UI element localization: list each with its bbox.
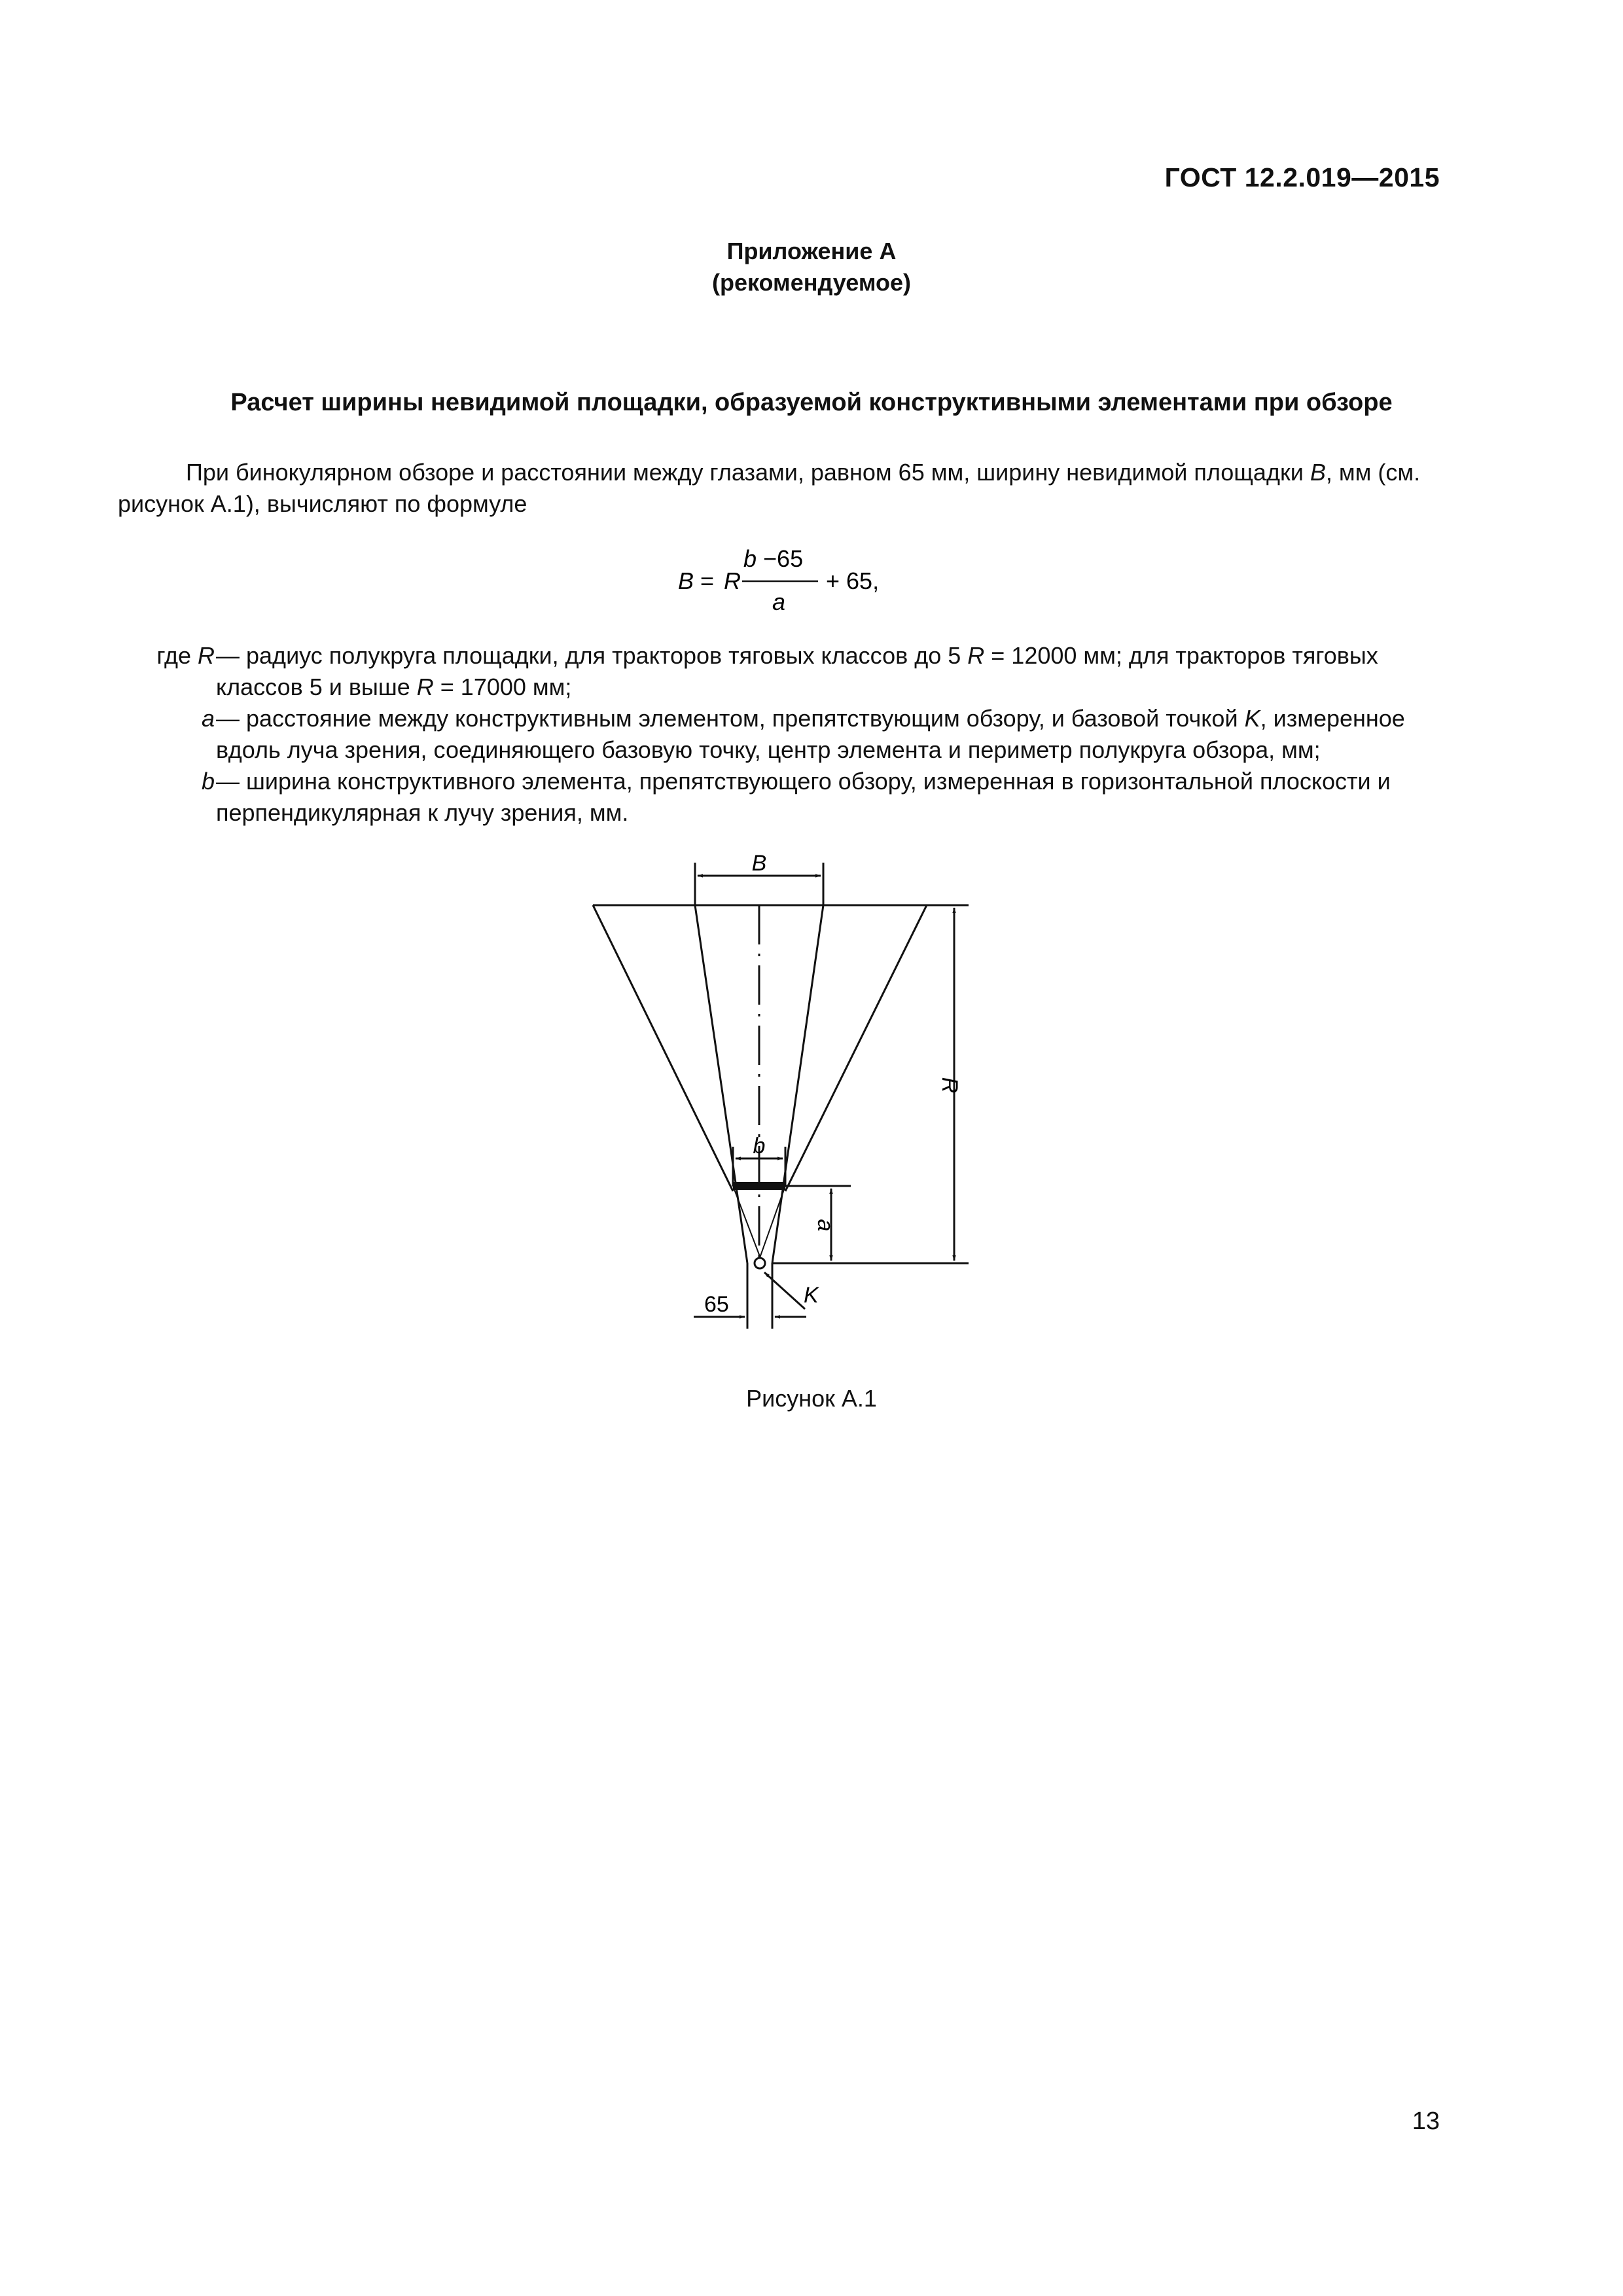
k-leader: [764, 1272, 805, 1309]
figure-label-a: a: [813, 1219, 838, 1232]
figure-label-k: K: [804, 1283, 819, 1308]
figure-caption: Рисунок А.1: [746, 1385, 877, 1412]
figure-label-65: 65: [704, 1292, 729, 1317]
definition-r-head: [118, 640, 215, 672]
intro-paragraph: [118, 457, 1442, 520]
figure-label-r: R: [937, 1077, 962, 1094]
formula-denominator: a: [772, 588, 786, 615]
figure-a1: [563, 844, 1047, 1342]
definition-r-sym-2: R: [416, 673, 434, 700]
definition-b: [118, 766, 1446, 829]
definition-r: [118, 640, 1446, 703]
definition-a-text-2: , измеренное вдоль луча зрения, соединяющего базовую точку, центр элемента и периметр полукруга обзора, мм;: [216, 705, 1405, 763]
definition-r-dash: —: [216, 642, 247, 669]
base-point-k: [755, 1258, 765, 1268]
formula-lhs: B: [678, 567, 694, 594]
appendix-title-block: [0, 236, 1623, 298]
formula-num-rest: −65: [757, 545, 804, 572]
intro-symbol-b: B: [1310, 459, 1326, 486]
intro-text-before: При бинокулярном обзоре и расстоянии между глазами, равном 65 мм, ширину невидимой площадки: [186, 459, 1310, 486]
figure-label-b-small: b: [753, 1134, 766, 1158]
definition-r-symbol: R: [198, 642, 215, 669]
formula-tail: + 65,: [819, 567, 880, 594]
definition-prefix: где: [156, 642, 198, 669]
blind-zone-left-edge: [695, 905, 747, 1263]
blind-zone-right-edge: [772, 905, 823, 1263]
definition-r-sym-1: R: [967, 642, 985, 669]
definition-r-text-3: = 17000 мм;: [433, 673, 572, 700]
left-eye-ray: [733, 1186, 762, 1263]
formula-num-var: b: [743, 545, 757, 572]
page-number: 13: [1412, 2108, 1440, 2135]
definition-a-sym-k: K: [1244, 705, 1260, 732]
definition-r-text-2: = 12000 мм; для тракторов тяговых классов 5 и выше: [216, 642, 1378, 700]
right-eye-ray: [758, 1186, 785, 1263]
definition-a: [118, 703, 1446, 766]
formula: [0, 543, 1623, 628]
section-heading: Расчет ширины невидимой площадки, образуемой конструктивными элементами при обзоре: [230, 389, 1393, 416]
figure-label-b-capital: B: [751, 851, 767, 876]
standard-code: ГОСТ 12.2.019—2015: [1164, 162, 1440, 192]
definition-b-dash: —: [216, 768, 247, 795]
definition-a-head: [118, 703, 215, 734]
intro-text-after: , мм (см. рисунок А.1), вычисляют по формуле: [118, 459, 1421, 517]
right-sight-ray: [785, 905, 927, 1191]
definition-b-text-1: ширина конструктивного элемента, препятствующего обзору, измеренная в горизонтальной плоскости и перпендикулярная к лучу зрения, мм.: [216, 768, 1391, 826]
appendix-status: (рекомендуемое): [712, 269, 911, 296]
definition-r-text-1: радиус полукруга площадки, для тракторов тяговых классов до 5: [246, 642, 968, 669]
definition-a-symbol: a: [201, 705, 215, 732]
formula-eq: =: [694, 567, 721, 594]
formula-r: R: [724, 567, 741, 594]
definitions-list: [118, 640, 1446, 829]
formula-numerator: [743, 545, 803, 572]
structural-element: [733, 1182, 785, 1190]
definition-b-head: [118, 766, 215, 797]
definition-a-text-1: расстояние между конструктивным элементом, препятствующим обзору, и базовой точкой: [246, 705, 1245, 732]
definition-a-dash: —: [216, 705, 247, 732]
left-sight-ray: [593, 905, 733, 1191]
definition-b-symbol: b: [201, 768, 215, 795]
appendix-title: Приложение А: [726, 238, 897, 264]
